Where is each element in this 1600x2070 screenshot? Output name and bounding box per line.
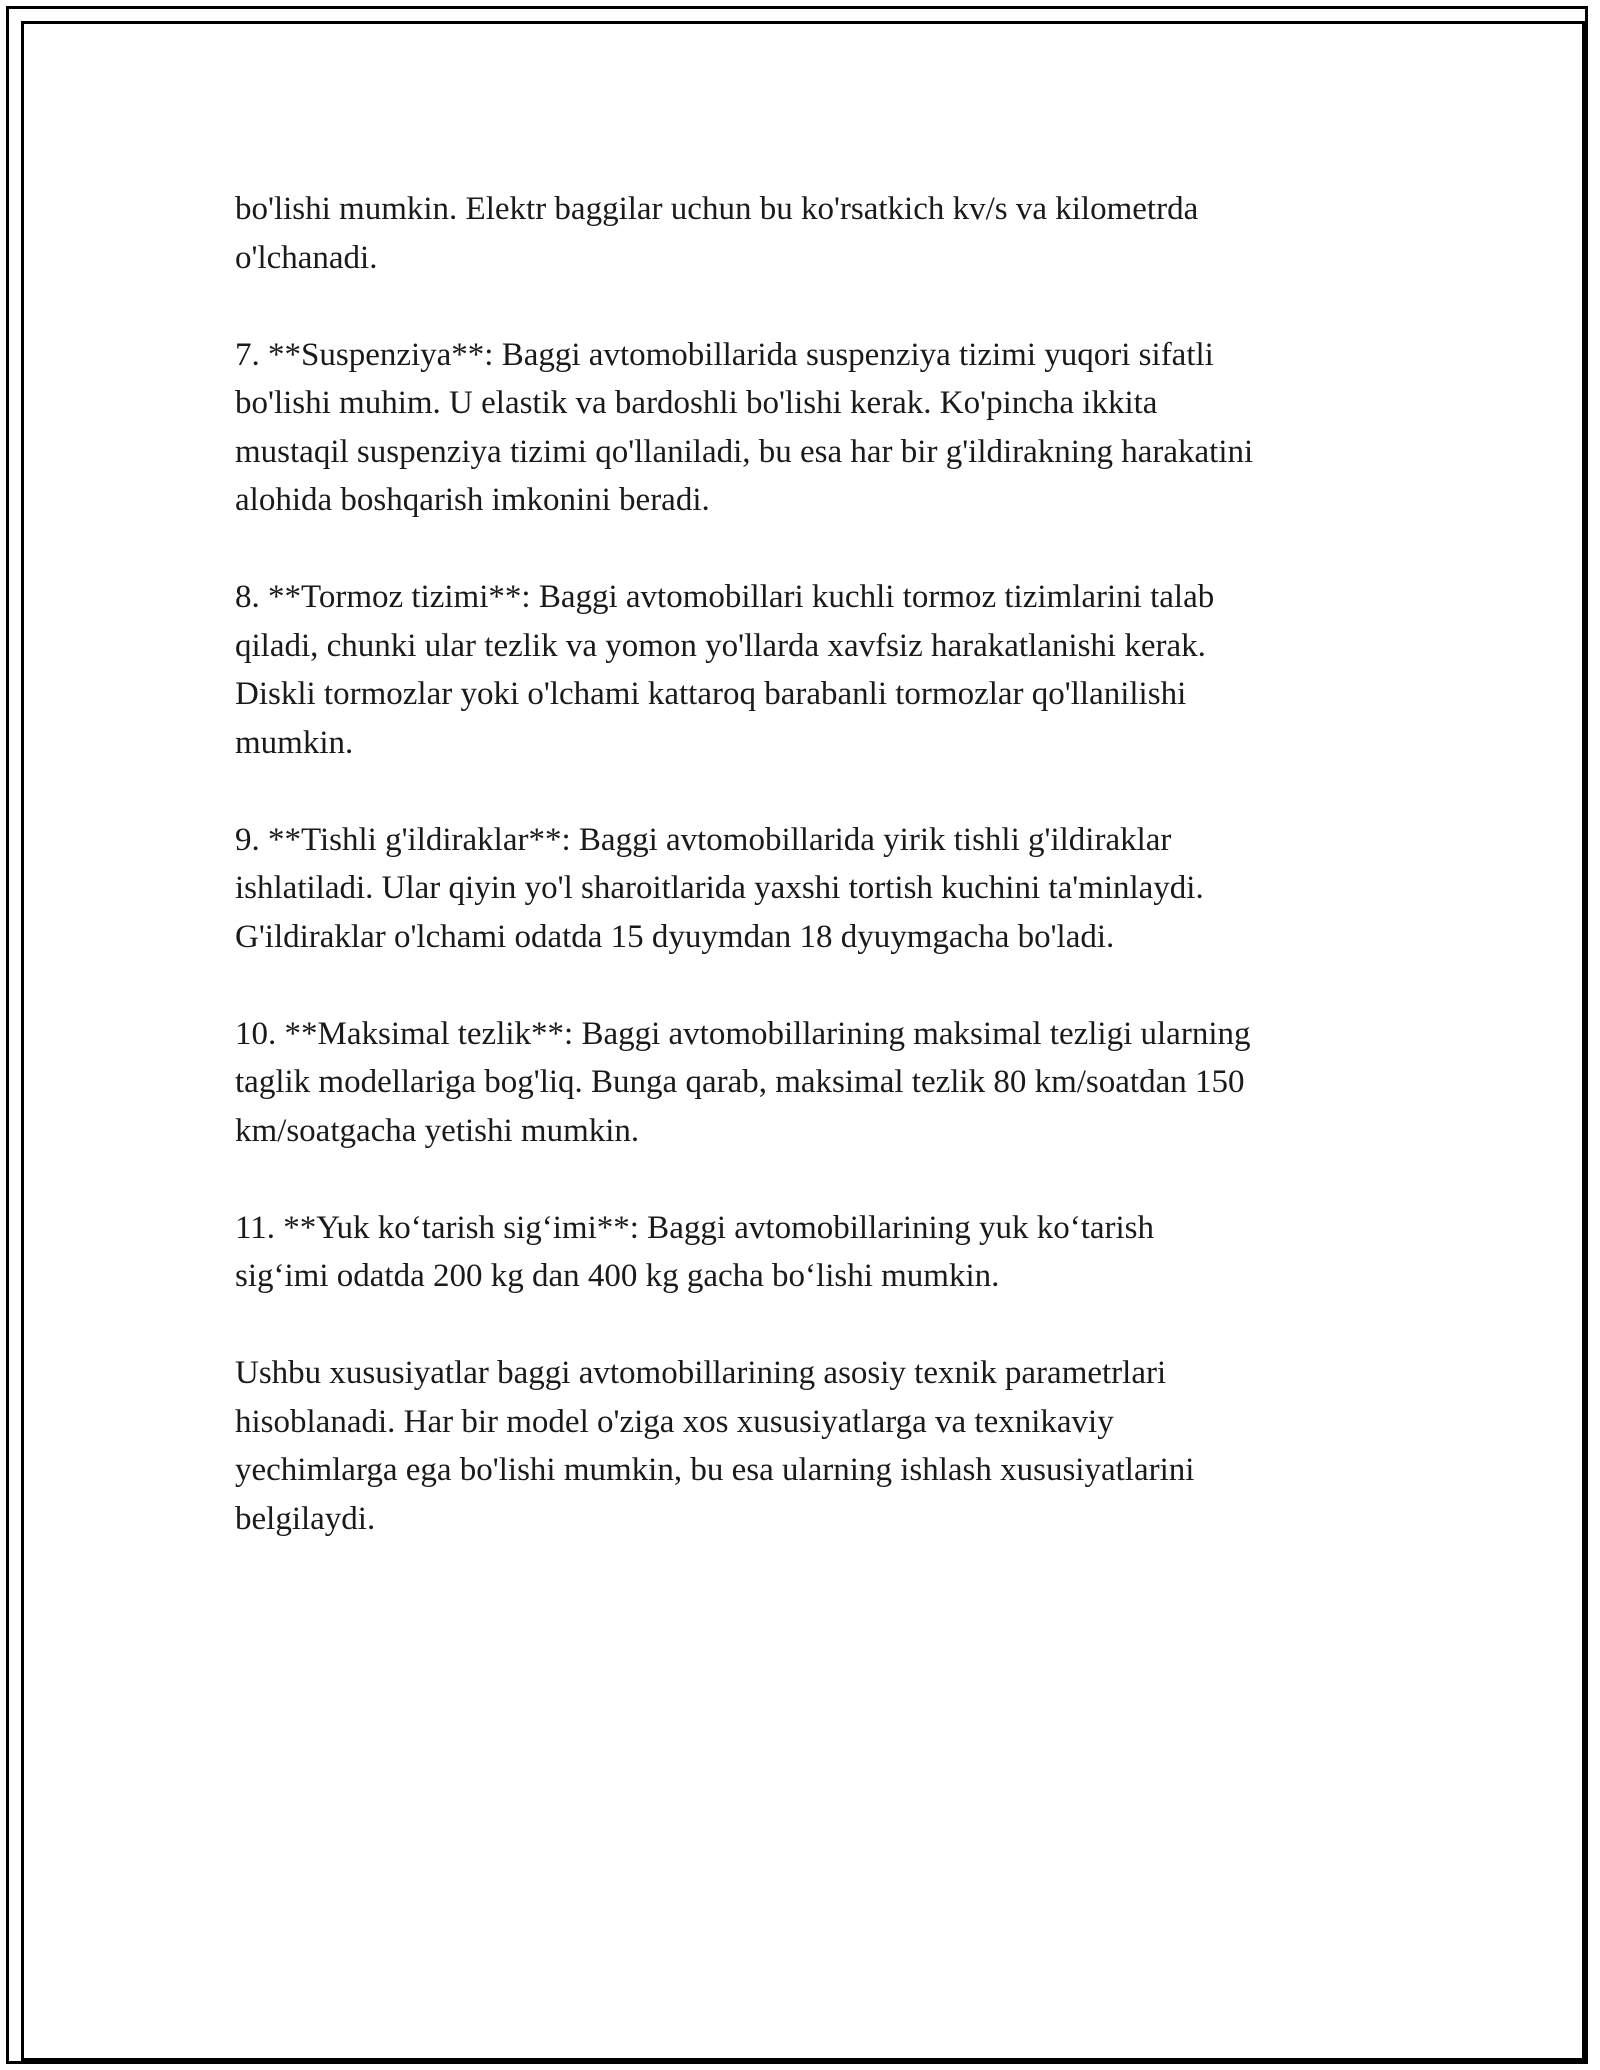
paragraph-item-9-tishli-gildiraklar: 9. **Tishli g'ildiraklar**: Baggi avtomobillarida yirik tishli g'ildiraklar ishlatiladi. Ular qiyin yo'l sharoitlarida yaxshi tortish kuchini ta'minlaydi. G'ildiraklar o'lchami odatda 15 dyuymdan 18 dyuymgacha bo'ladi.: [235, 821, 1204, 955]
paragraph-continuation: bo'lishi mumkin. Elektr baggilar uchun bu ko'rsatkich kv/s va kilometrda o'lchanadi.: [235, 191, 1199, 276]
document-body: [235, 185, 1385, 1592]
paragraph-item-7-suspenziya: 7. **Suspenziya**: Baggi avtomobillarida suspenziya tizimi yuqori sifatli bo'lishi muhim. U elastik va bardoshli bo'lishi kerak. Ko'pincha ikkita mustaqil suspenziya tizimi qo'llaniladi, bu esa har bir g'ildirakning harakatini alohida boshqarish imkonini beradi.: [235, 336, 1254, 518]
paragraph-item-10-maksimal-tezlik: 10. **Maksimal tezlik**: Baggi avtomobillarining maksimal tezligi ularning taglik modellariga bog'liq. Bunga qarab, maksimal tezlik 80 km/soatdan 150 km/soatgacha yetishi mumkin.: [235, 1015, 1251, 1149]
paragraph-item-11-yuk-kotarish: 11. **Yuk ko‘tarish sig‘imi**: Baggi avtomobillarining yuk ko‘tarish sig‘imi odatda 200 kg dan 400 kg gacha bo‘lishi mumkin.: [235, 1209, 1155, 1294]
paragraph-item-8-tormoz-tizimi: 8. **Tormoz tizimi**: Baggi avtomobillari kuchli tormoz tizimlarini talab qiladi, chunki ular tezlik va yomon yo'llarda xavfsiz harakatlanishi kerak. Diskli tormozlar yoki o'lchami kattaroq barabanli tormozlar qo'llanilishi mumkin.: [235, 579, 1215, 761]
paragraph-conclusion: Ushbu xususiyatlar baggi avtomobillarining asosiy texnik parametrlari hisoblanadi. Har bir model o'ziga xos xususiyatlarga va texnikaviy yechimlarga ega bo'lishi mumkin, bu esa ularning ishlash xususiyatlarini belgilaydi.: [235, 1355, 1195, 1537]
